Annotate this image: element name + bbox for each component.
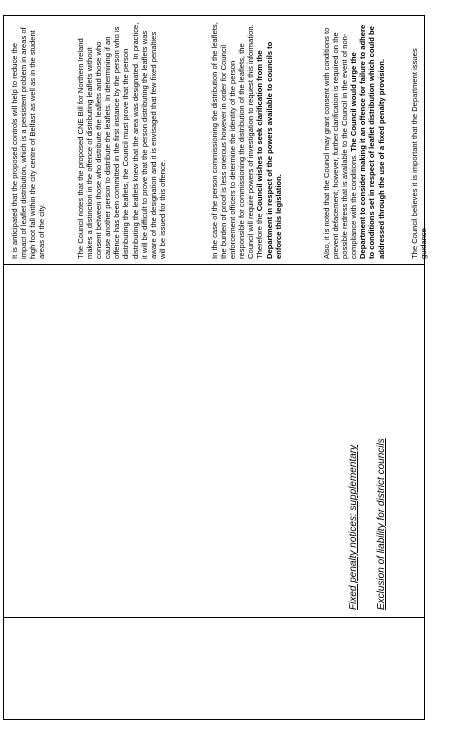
comment-text: The Council believes it is important that the Department issues guidance	[410, 48, 429, 259]
consultation-table	[3, 15, 429, 720]
comment-text-bold: Council wishes to seek clarification from the Department in respect of the powers available to councils to enforce this legislation.	[255, 41, 283, 259]
comment-text-normal: In the case of the person commissioning the distribution of the leaflets, the burden of proof is less onerous however in order for Council enforcement officers to determine the identity of the person responsible for commissioning the distribution of the leaflets, the Council will require powers of investigation to request this information. Therefore the	[210, 22, 265, 259]
comment-paragraph-1	[10, 21, 50, 259]
comment-paragraph-5	[410, 21, 429, 259]
comment-paragraph-2	[76, 21, 196, 259]
table-column-topic	[4, 265, 424, 618]
table-column-comments	[4, 16, 429, 265]
comment-paragraph-4	[322, 21, 398, 259]
comment-text-normal: Also, it is noted that the Council may grant consent with conditions to prevent defacement; however, further clarification is required on the possible redress that is available to the Council in the event of non-compliance with the conditions.	[322, 27, 359, 259]
comment-paragraph-3	[210, 21, 302, 259]
heading-exclusion-of-liability: Exclusion of liability for district councils	[376, 438, 387, 610]
comment-text	[210, 21, 283, 259]
table-column-reference	[4, 618, 424, 719]
comment-text: The Council notes that the proposed CNE Bill for Northern Ireland makes a distinction in the offence of distributing leaflets without consent between those who distribute the leaflets and those who cause another person to distribute the leaflets. In determining if an offence has been committed in the first instance by the person who is distributing the leaflets, the Council must prove that the person distributing the leaflets knew that the area was designated. In practice, it will be difficult to prove that the person distributing the leaflets was aware of the designation and it is envisaged that few fixed penalties will be issued for this offence.	[76, 22, 167, 259]
comment-text: It is anticipated that the proposed controls will help to reduce the impact of leaflet distribution, which is a persistent problem in areas of high foot fall within the city centre of Belfast as well as in the student areas of the city.	[10, 27, 47, 259]
comment-text	[322, 21, 386, 259]
comment-text-bold: The Council would urge the Department to consider making it an offence for failure to adhere to conditions set in respect of leaflet distribution which could be addressed through the use of a fixed penalty provision.	[349, 24, 386, 259]
heading-fixed-penalty-notices: Fixed penalty notices: supplementary	[348, 444, 359, 610]
